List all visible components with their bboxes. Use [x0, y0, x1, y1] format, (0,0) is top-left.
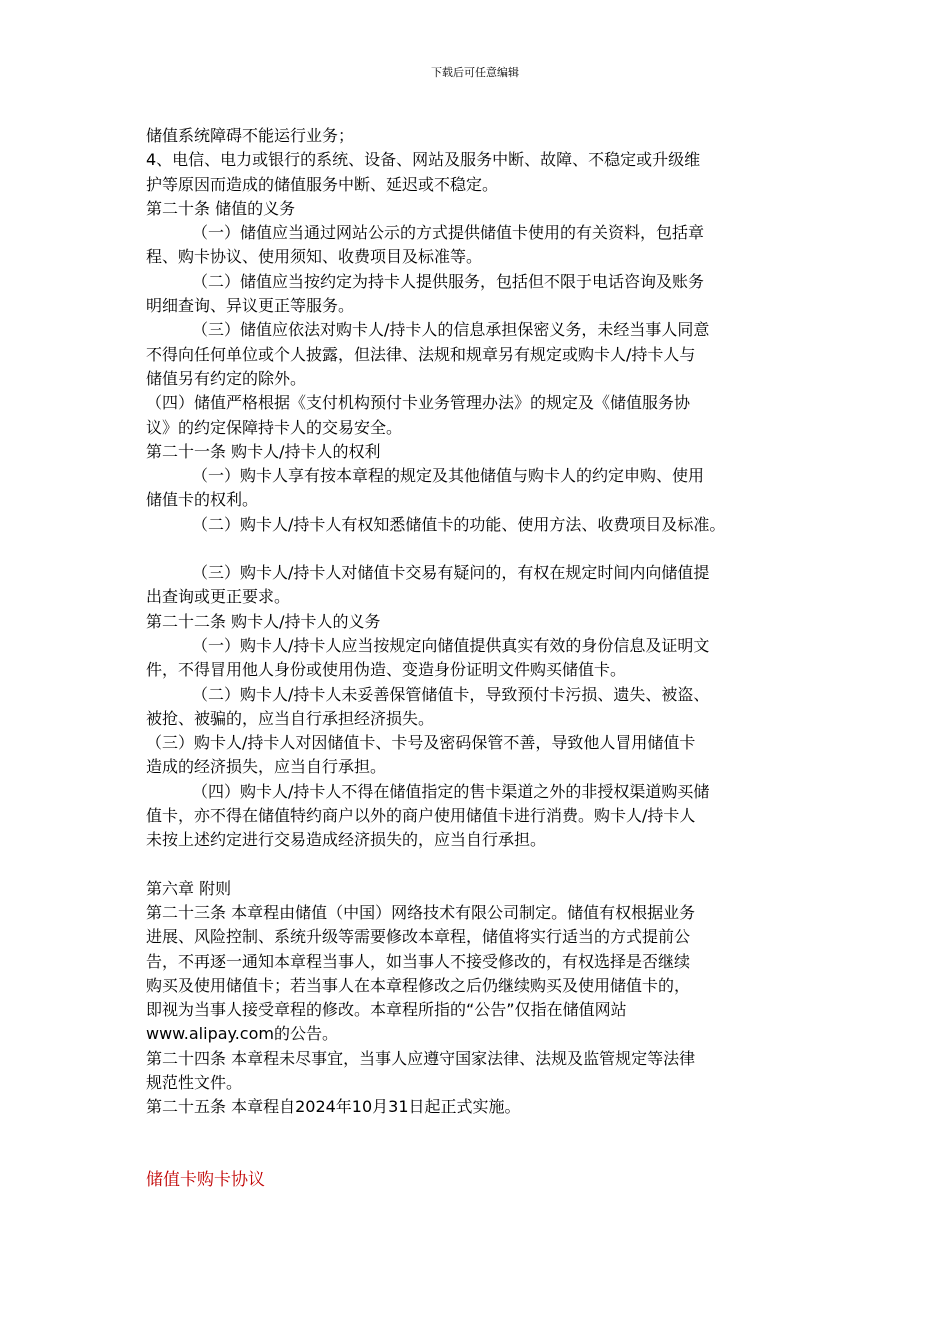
body-line: 出查询或更正要求。 [146, 587, 291, 607]
body-line: 值卡，亦不得在储值特约商户以外的商户使用储值卡进行消费。购卡人/持卡人 [146, 806, 696, 826]
body-line: （三）储值应依法对购卡人/持卡人的信息承担保密义务，未经当事人同意 [192, 320, 710, 340]
body-line: （四）储值严格根据《支付机构预付卡业务管理办法》的规定及《储值服务协 [146, 393, 691, 413]
next-document-title: 储值卡购卡协议 [146, 1169, 265, 1190]
body-line: 造成的经济损失，应当自行承担。 [146, 757, 387, 777]
chapter-heading: 第六章 附则 [146, 878, 232, 898]
body-line: 规范性文件。 [146, 1072, 243, 1092]
body-line: （四）购卡人/持卡人不得在储值指定的售卡渠道之外的非授权渠道购买储 [192, 781, 710, 801]
article-heading: 第二十五条 本章程自2024年10月31日起正式实施。 [146, 1097, 521, 1117]
body-line: （一）购卡人/持卡人应当按规定向储值提供真实有效的身份信息及证明文 [192, 635, 710, 655]
body-line: 护等原因而造成的储值服务中断、延迟或不稳定。 [146, 174, 499, 194]
body-line: 购买及使用储值卡；若当事人在本章程修改之后仍继续购买及使用储值卡的， [146, 975, 691, 995]
document-body [146, 124, 818, 1192]
body-line: 进展、风险控制、系统升级等需要修改本章程，储值将实行适当的方式提前公 [146, 927, 691, 947]
body-line: 4、电信、电力或银行的系统、设备、网站及服务中断、故障、不稳定或升级维 [146, 150, 701, 170]
article-heading: 第二十条 储值的义务 [146, 198, 296, 218]
body-line: 议》的约定保障持卡人的交易安全。 [146, 417, 403, 437]
body-line: 明细查询、异议更正等服务。 [146, 296, 355, 316]
body-line: 即视为当事人接受章程的修改。本章程所指的“公告”仅指在储值网站 [146, 1000, 627, 1020]
article-heading: 第二十一条 购卡人/持卡人的权利 [146, 441, 381, 461]
body-line: （一）购卡人享有按本章程的规定及其他储值与购卡人的约定申购、使用 [192, 466, 705, 486]
body-line: （二）购卡人/持卡人未妥善保管储值卡，导致预付卡污损、遗失、被盗、 [192, 684, 710, 704]
body-line: 储值系统障碍不能运行业务； [146, 126, 355, 145]
body-line: （三）购卡人/持卡人对因储值卡、卡号及密码保管不善，导致他人冒用储值卡 [146, 733, 696, 753]
body-line: www.alipay.com的公告。 [146, 1024, 338, 1044]
article-heading: 第二十三条 本章程由储值（中国）网络技术有限公司制定。储值有权根据业务 [146, 902, 696, 922]
body-line: （二）储值应当按约定为持卡人提供服务，包括但不限于电话咨询及账务 [192, 271, 705, 291]
body-line: （三）购卡人/持卡人对储值卡交易有疑问的，有权在规定时间内向储值提 [192, 563, 710, 583]
body-line: 件，不得冒用他人身份或使用伪造、变造身份证明文件购买储值卡。 [146, 660, 627, 680]
body-line: 告，不再逐一通知本章程当事人，如当事人不接受修改的，有权选择是否继续 [146, 951, 691, 971]
body-line: 程、购卡协议、使用须知、收费项目及标准等。 [146, 247, 483, 267]
body-line: 储值卡的权利。 [146, 490, 259, 510]
page-header-note: 下载后可任意编辑 [431, 66, 519, 79]
body-line: 储值另有约定的除外。 [146, 368, 307, 388]
article-heading: 第二十四条 本章程未尽事宜，当事人应遵守国家法律、法规及监管规定等法律 [146, 1048, 696, 1068]
body-line: （二）购卡人/持卡人有权知悉储值卡的功能、使用方法、收费项目及标准。 [192, 514, 726, 534]
article-heading: 第二十二条 购卡人/持卡人的义务 [146, 611, 381, 631]
body-line: 被抢、被骗的，应当自行承担经济损失。 [146, 708, 435, 728]
body-line: 不得向任何单位或个人披露，但法律、法规和规章另有规定或购卡人/持卡人与 [146, 344, 696, 364]
body-line: （一）储值应当通过网站公示的方式提供储值卡使用的有关资料，包括章 [192, 223, 705, 243]
body-line: 未按上述约定进行交易造成经济损失的，应当自行承担。 [146, 830, 547, 850]
